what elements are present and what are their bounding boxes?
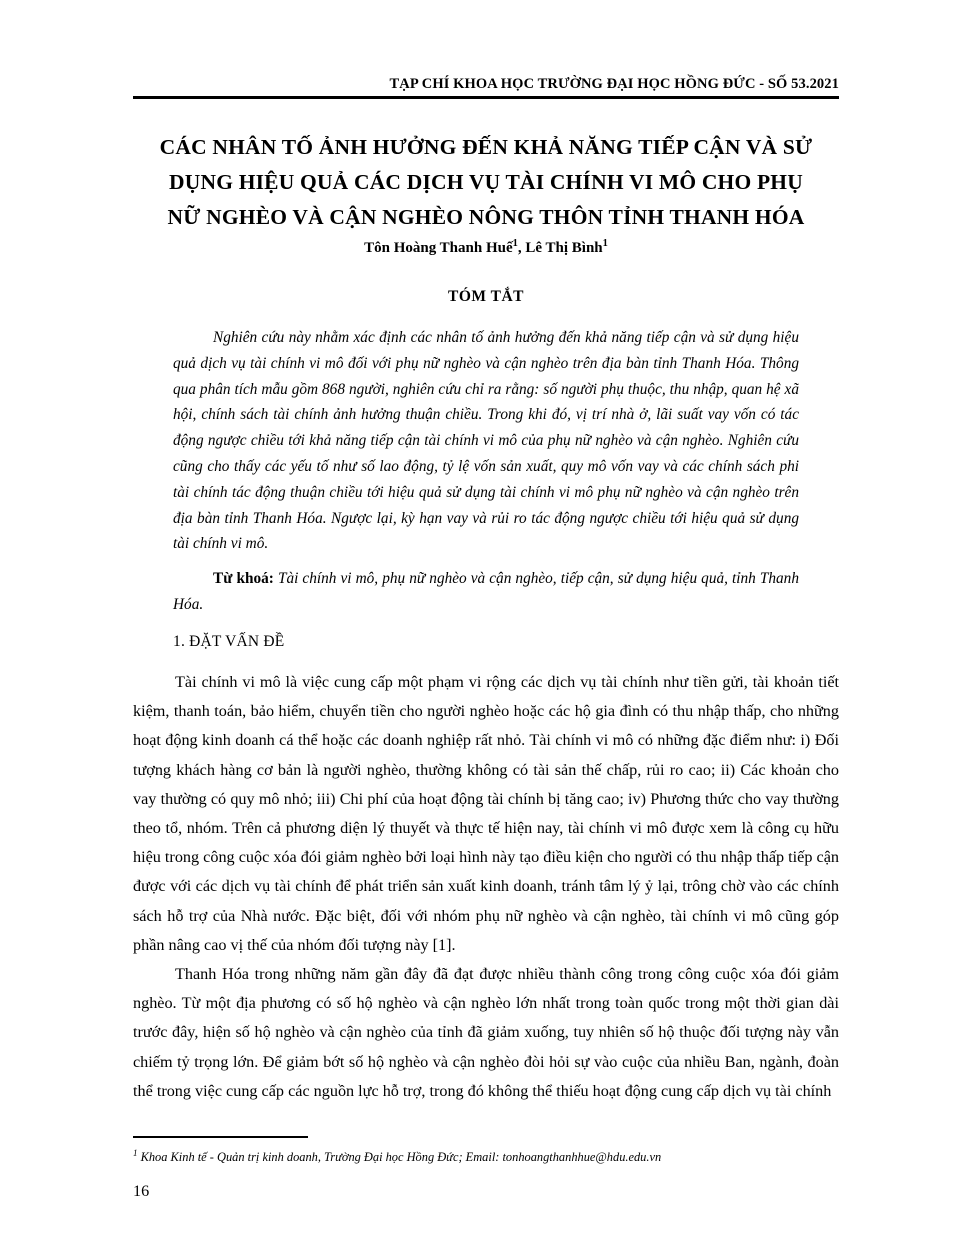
running-header: TẠP CHÍ KHOA HỌC TRƯỜNG ĐẠI HỌC HỒNG ĐỨC - SỐ 53.2021: [389, 76, 839, 92]
keywords-label: Từ khoá:: [213, 570, 274, 587]
header-rule: [133, 96, 839, 99]
body-text: [133, 668, 839, 1106]
author-list: [133, 240, 839, 257]
section-heading-1: 1. ĐẶT VẤN ĐỀ: [173, 633, 285, 650]
body-paragraph-1: Tài chính vi mô là việc cung cấp một phạm vi rộng các dịch vụ tài chính như tiền gửi, tài khoản tiết kiệm, thanh toán, bảo hiểm, chuyển tiền cho người nghèo hoặc các hộ gia đình có thu nhập thấp, cho những hoạt động kinh doanh cá thể hoặc các doanh nghiệp rất nhỏ. Tài chính vi mô có những đặc điểm như: i) Đối tượng khách hàng cơ bản là người nghèo, thường không có tài sản thế chấp, rủi ro cao; ii) Các khoản cho vay thường có quy mô nhỏ; iii) Chi phí của hoạt động tài chính bị tăng cao; iv) Phương thức cho vay thường theo tổ, nhóm. Trên cả phương diện lý thuyết và thực tế hiện nay, tài chính vi mô được xem là công cụ hữu hiệu trong công cuộc xóa đói giảm nghèo bởi loại hình này tạo điều kiện cho người có thu nhập thấp tiếp cận được với các dịch vụ tài chính để phát triển sản xuất kinh doanh, tránh tâm lý ỷ lại, trông chờ vào các chính sách hỗ trợ của Nhà nước. Đặc biệt, đối với nhóm phụ nữ nghèo và cận nghèo, tài chính vi mô cũng góp phần nâng cao vị thế của nhóm đối tượng này [1].: [133, 673, 839, 954]
footnote: [133, 1148, 839, 1166]
page-title: [133, 130, 839, 235]
body-paragraph-2: Thanh Hóa trong những năm gần đây đã đạt được nhiều thành công trong công cuộc xóa đói giảm nghèo. Từ một địa phương có số hộ nghèo và cận nghèo lớn nhất trong toàn quốc trong một thời gian dài trước đây, hiện số hộ nghèo và cận nghèo của tỉnh đã giảm xuống, tuy nhiên số hộ thuộc đối tượng này vẫn chiếm tỷ trọng lớn. Để giảm bớt số hộ nghèo và cận nghèo đòi hỏi sự vào cuộc của nhiều Ban, ngành, đoàn thể trong việc cung cấp các nguồn lực hỗ trợ, trong đó không thể thiếu hoạt động cung cấp dịch vụ tài chính: [133, 965, 839, 1100]
keywords-block: [173, 566, 799, 618]
author-name-2: Lê Thị Bình: [525, 240, 603, 256]
author-affiliation-marker-1: 1: [512, 238, 518, 249]
author-affiliation-marker-2: 1: [602, 238, 608, 249]
author-separator: ,: [517, 240, 526, 256]
footnote-rule: [133, 1136, 308, 1138]
title-line-2: DỤNG HIỆU QUẢ CÁC DỊCH VỤ TÀI CHÍNH VI MÔ CHO PHỤ: [169, 170, 803, 194]
footnote-text: Khoa Kinh tế - Quản trị kinh doanh, Trường Đại học Hồng Đức; Email: tonhoangthanhhue@hdu.edu.vn: [137, 1150, 662, 1164]
author-name-1: Tôn Hoàng Thanh Huế: [364, 240, 513, 256]
keywords-text: Tài chính vi mô, phụ nữ nghèo và cận nghèo, tiếp cận, sử dụng hiệu quả, tỉnh Thanh Hóa.: [173, 570, 799, 613]
title-line-3: NỮ NGHÈO VÀ CẬN NGHÈO NÔNG THÔN TỈNH THANH HÓA: [167, 205, 805, 229]
abstract-heading: TÓM TẮT: [448, 288, 524, 305]
footnote-marker: 1: [133, 1147, 138, 1158]
title-line-1: CÁC NHÂN TỐ ẢNH HƯỞNG ĐẾN KHẢ NĂNG TIẾP CẬN VÀ SỬ: [159, 135, 813, 159]
abstract-body: Nghiên cứu này nhằm xác định các nhân tố ảnh hưởng đến khả năng tiếp cận và sử dụng hiệu quả dịch vụ tài chính vi mô đối với phụ nữ nghèo và cận nghèo trên địa bàn tỉnh Thanh Hóa. Thông qua phân tích mẫu gồm 868 người, nghiên cứu chỉ ra rằng: số người phụ thuộc, thu nhập, quan hệ xã hội, chính sách tài chính ảnh hưởng thuận chiều. Trong khi đó, vị trí nhà ở, lãi suất vay vốn có tác động ngược chiều tới khả năng tiếp cận tài chính vi mô của phụ nữ nghèo và cận nghèo. Nghiên cứu cũng cho thấy các yếu tố như số lao động, tỷ lệ vốn sản xuất, quy mô vốn vay và các chính sách phi tài chính tác động thuận chiều tới hiệu quả sử dụng tài chính vi mô phụ nữ nghèo và cận nghèo trên địa bàn tỉnh Thanh Hóa. Ngược lại, kỳ hạn vay và rủi ro tác động ngược chiều tới hiệu quả sử dụng tài chính vi mô.: [173, 329, 799, 553]
page-number: 16: [133, 1182, 150, 1200]
